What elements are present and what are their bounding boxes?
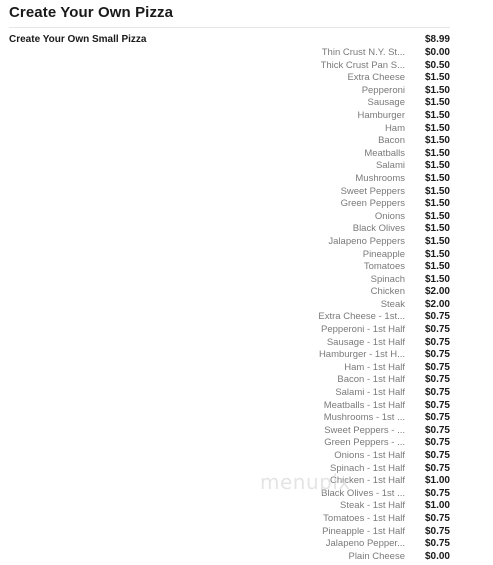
- option-item[interactable]: [300, 211, 450, 224]
- option-label: Green Peppers: [340, 198, 405, 210]
- watermark-logo: menupix: [260, 470, 351, 494]
- option-price: $1.50: [424, 248, 450, 260]
- option-item[interactable]: [300, 85, 450, 98]
- option-price: $1.50: [424, 210, 450, 222]
- option-price: $0.75: [424, 487, 450, 499]
- option-item[interactable]: [300, 299, 450, 312]
- option-price: $0.75: [424, 437, 450, 449]
- option-price: $0.75: [424, 336, 450, 348]
- option-label: Steak - 1st Half: [340, 500, 405, 512]
- option-price: $2.00: [424, 286, 450, 298]
- option-item[interactable]: [300, 526, 450, 539]
- option-item[interactable]: [300, 362, 450, 375]
- option-label: Jalapeno Pepper...: [325, 538, 405, 550]
- option-price: $1.50: [424, 109, 450, 121]
- option-label: Meatballs - 1st Half: [323, 399, 405, 411]
- option-item[interactable]: [300, 148, 450, 161]
- option-item[interactable]: [300, 198, 450, 211]
- option-item[interactable]: [300, 551, 450, 564]
- option-price: $0.75: [424, 324, 450, 336]
- title-divider: [9, 27, 450, 28]
- option-price: $0.75: [424, 525, 450, 537]
- option-price: $1.50: [424, 198, 450, 210]
- option-price: $1.00: [424, 500, 450, 512]
- option-item[interactable]: [300, 110, 450, 123]
- option-price: $0.50: [424, 59, 450, 71]
- option-price: $1.50: [424, 223, 450, 235]
- option-price: $0.75: [424, 349, 450, 361]
- option-label: Pepperoni - 1st Half: [321, 324, 405, 336]
- option-label: Extra Cheese - 1st...: [318, 311, 405, 323]
- option-item[interactable]: [300, 538, 450, 551]
- option-label: Thick Crust Pan S...: [320, 59, 405, 71]
- option-item[interactable]: [300, 513, 450, 526]
- option-label: Sweet Peppers - ...: [324, 424, 405, 436]
- option-item[interactable]: [300, 437, 450, 450]
- option-price: $0.75: [424, 374, 450, 386]
- page-title: Create Your Own Pizza: [9, 4, 174, 21]
- option-price: $1.50: [424, 97, 450, 109]
- option-label: Hamburger - 1st H...: [318, 349, 405, 361]
- option-price: $0.75: [424, 538, 450, 550]
- option-item[interactable]: [300, 324, 450, 337]
- option-label: Sausage: [367, 97, 405, 109]
- option-item[interactable]: [300, 123, 450, 136]
- option-label: Steak: [380, 298, 405, 310]
- option-price: $0.75: [424, 311, 450, 323]
- option-list: [300, 47, 450, 563]
- option-price: $1.50: [424, 84, 450, 96]
- option-item[interactable]: [300, 500, 450, 513]
- option-label: Extra Cheese: [347, 72, 405, 84]
- option-price: $0.75: [424, 424, 450, 436]
- option-label: Spinach - 1st Half: [330, 462, 405, 474]
- menu-item-price: $8.99: [424, 34, 450, 45]
- option-label: Sweet Peppers: [340, 185, 405, 197]
- option-price: $1.50: [424, 261, 450, 273]
- option-price: $1.50: [424, 172, 450, 184]
- option-item[interactable]: [300, 450, 450, 463]
- option-label: Onions - 1st Half: [334, 450, 405, 461]
- option-item[interactable]: [300, 374, 450, 387]
- option-item[interactable]: [300, 311, 450, 324]
- option-label: Mushrooms - 1st ...: [323, 412, 405, 424]
- option-price: $1.50: [424, 273, 450, 285]
- option-item[interactable]: [300, 72, 450, 85]
- option-label: Salami - 1st Half: [335, 387, 405, 399]
- option-label: Onions: [374, 210, 405, 222]
- option-item[interactable]: [300, 160, 450, 173]
- option-label: Salami: [375, 160, 405, 172]
- option-label: Sausage - 1st Half: [326, 336, 405, 348]
- option-price: $0.00: [424, 47, 450, 58]
- option-label: Bacon - 1st Half: [337, 374, 405, 386]
- option-item[interactable]: [300, 249, 450, 262]
- option-label: Ham: [384, 122, 405, 134]
- option-price: $1.50: [424, 72, 450, 84]
- option-price: $1.50: [424, 185, 450, 197]
- option-label: Hamburger: [357, 109, 405, 121]
- option-item[interactable]: [300, 97, 450, 110]
- menu-item[interactable]: [9, 34, 450, 47]
- option-item[interactable]: [300, 286, 450, 299]
- option-label: Chicken - 1st Half: [330, 475, 405, 487]
- option-price: $1.00: [424, 475, 450, 487]
- option-label: Jalapeno Peppers: [328, 235, 405, 247]
- option-item[interactable]: [300, 425, 450, 438]
- option-item[interactable]: [300, 387, 450, 400]
- option-item[interactable]: [300, 60, 450, 73]
- option-item[interactable]: [300, 173, 450, 186]
- option-item[interactable]: [300, 488, 450, 501]
- option-label: Plain Cheese: [348, 550, 405, 562]
- option-label: Meatballs: [364, 147, 405, 159]
- option-item[interactable]: [300, 400, 450, 413]
- option-price: $0.75: [424, 361, 450, 373]
- option-item[interactable]: [300, 223, 450, 236]
- option-item[interactable]: [300, 463, 450, 476]
- option-item[interactable]: [300, 475, 450, 488]
- option-item[interactable]: [300, 274, 450, 287]
- option-label: Bacon: [378, 135, 405, 147]
- option-label: Chicken: [370, 286, 405, 298]
- option-label: Pineapple: [362, 248, 405, 260]
- option-item[interactable]: [300, 349, 450, 362]
- option-label: Tomatoes: [363, 261, 405, 273]
- option-item[interactable]: [300, 412, 450, 425]
- option-price: $0.75: [424, 450, 450, 461]
- option-price: $1.50: [424, 147, 450, 159]
- option-label: Spinach: [370, 273, 405, 285]
- option-price: $1.50: [424, 160, 450, 172]
- option-label: Pepperoni: [361, 84, 405, 96]
- option-price: $1.50: [424, 135, 450, 147]
- option-price: $1.50: [424, 122, 450, 134]
- option-item[interactable]: [300, 337, 450, 350]
- option-label: Pineapple - 1st Half: [322, 525, 405, 537]
- option-price: $0.75: [424, 512, 450, 524]
- option-label: Ham - 1st Half: [344, 361, 405, 373]
- option-label: Green Peppers - ...: [324, 437, 405, 449]
- option-price: $0.00: [424, 550, 450, 562]
- option-item[interactable]: [300, 186, 450, 199]
- option-label: Black Olives: [352, 223, 405, 235]
- option-price: $2.00: [424, 298, 450, 310]
- option-item[interactable]: [300, 236, 450, 249]
- option-item[interactable]: [300, 261, 450, 274]
- option-price: $0.75: [424, 387, 450, 399]
- option-item[interactable]: [300, 47, 450, 60]
- option-price: $0.75: [424, 412, 450, 424]
- option-price: $1.50: [424, 235, 450, 247]
- option-price: $0.75: [424, 462, 450, 474]
- option-price: $0.75: [424, 399, 450, 411]
- menu-item-name: Create Your Own Small Pizza: [9, 34, 147, 45]
- option-label: Tomatoes - 1st Half: [323, 512, 405, 524]
- option-label: Thin Crust N.Y. St...: [321, 47, 405, 58]
- option-label: Mushrooms: [355, 172, 405, 184]
- option-label: Black Olives - 1st ...: [321, 487, 405, 499]
- option-item[interactable]: [300, 135, 450, 148]
